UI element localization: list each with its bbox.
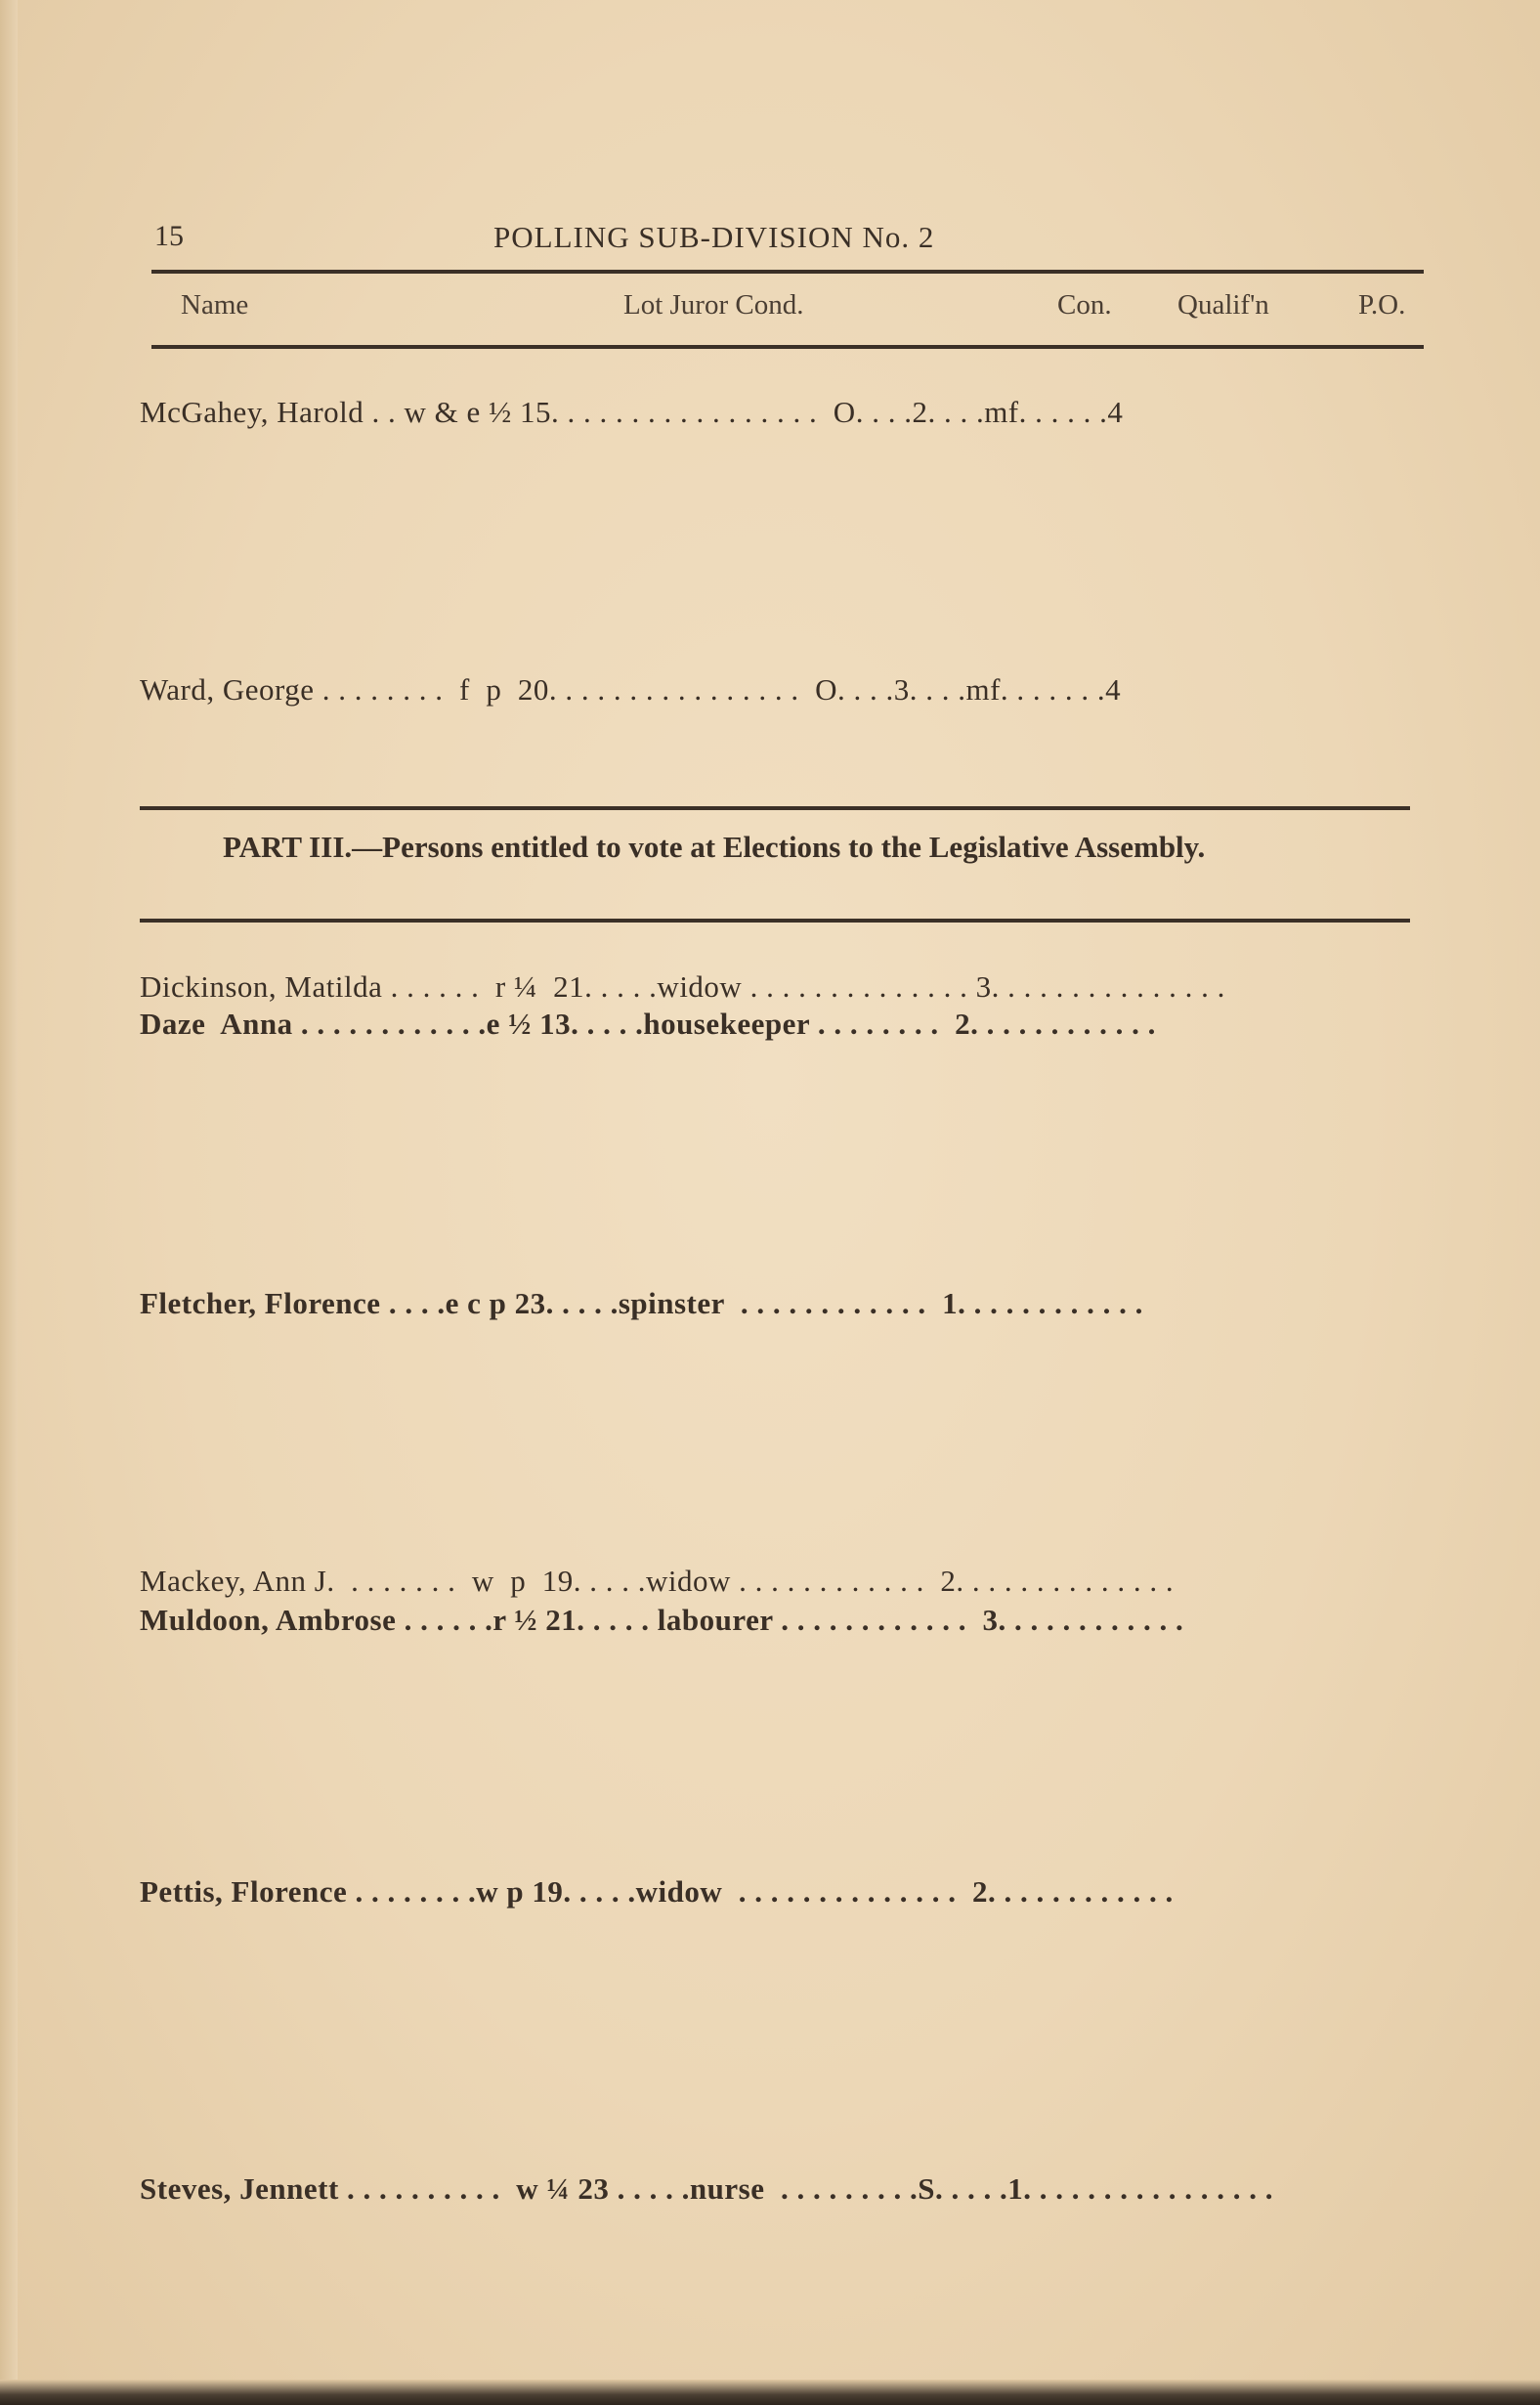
list-item: Ward, George . . . . . . . . f p 20. . . . . . . . . . . . . . . . O. . . .3. . . .mf. . . . . . .4 xyxy=(140,672,1122,707)
page-number: 15 xyxy=(154,220,184,252)
part-three-heading xyxy=(137,826,1412,869)
part-three-description: —Persons entitled to vote at Elections to the Legislative Assembly. xyxy=(352,830,1206,864)
column-header-po: P.O. xyxy=(1358,289,1406,321)
part-three-label: PART III. xyxy=(223,830,353,864)
list-item: Fletcher, Florence . . . .e c p 23. . . . .spinster . . . . . . . . . . . . 1. . . . . . . . . . . . xyxy=(140,1286,1143,1320)
header-rule-top xyxy=(151,270,1424,274)
section-rule-bottom xyxy=(140,919,1410,923)
list-item: Muldoon, Ambrose . . . . . .r ½ 21. . . . . labourer . . . . . . . . . . . . 3. . . . . . . . . . . . xyxy=(140,1603,1184,1637)
page-title: POLLING SUB-DIVISION No. 2 xyxy=(493,220,935,254)
column-header-qualifn: Qualif'n xyxy=(1177,289,1269,321)
list-item: Daze Anna . . . . . . . . . . . .e ½ 13. . . . .housekeeper . . . . . . . . 2. . . . . . . . . . . . xyxy=(140,1007,1156,1041)
list-item: Pettis, Florence . . . . . . . .w p 19. . . . .widow . . . . . . . . . . . . . . 2. . . . . . . . . . . . xyxy=(140,1874,1174,1909)
page-binding-edge xyxy=(0,0,18,2405)
list-item: McGahey, Harold . . w & e ½ 15. . . . . . . . . . . . . . . . . O. . . .2. . . .mf. . . . . .4 xyxy=(140,395,1124,429)
header-rule-bottom xyxy=(151,345,1424,349)
page-bottom-shadow xyxy=(0,2380,1540,2405)
list-item: Steves, Jennett . . . . . . . . . . w ¼ 23 . . . . .nurse . . . . . . . . .S. . . . .1. . . . . . . . . . . . . . . . xyxy=(140,2171,1273,2206)
section-rule-top xyxy=(140,806,1410,810)
list-item: Dickinson, Matilda . . . . . . r ¼ 21. . . . .widow . . . . . . . . . . . . . . 3. . . . . . . . . . . . . . . xyxy=(140,969,1225,1004)
column-header-lot-juror-cond: Lot Juror Cond. xyxy=(623,289,804,321)
list-item: Mackey, Ann J. . . . . . . . w p 19. . . . .widow . . . . . . . . . . . . 2. . . . . . . . . . . . . . xyxy=(140,1564,1175,1598)
column-header-name: Name xyxy=(181,289,249,321)
column-header-con: Con. xyxy=(1057,289,1112,321)
